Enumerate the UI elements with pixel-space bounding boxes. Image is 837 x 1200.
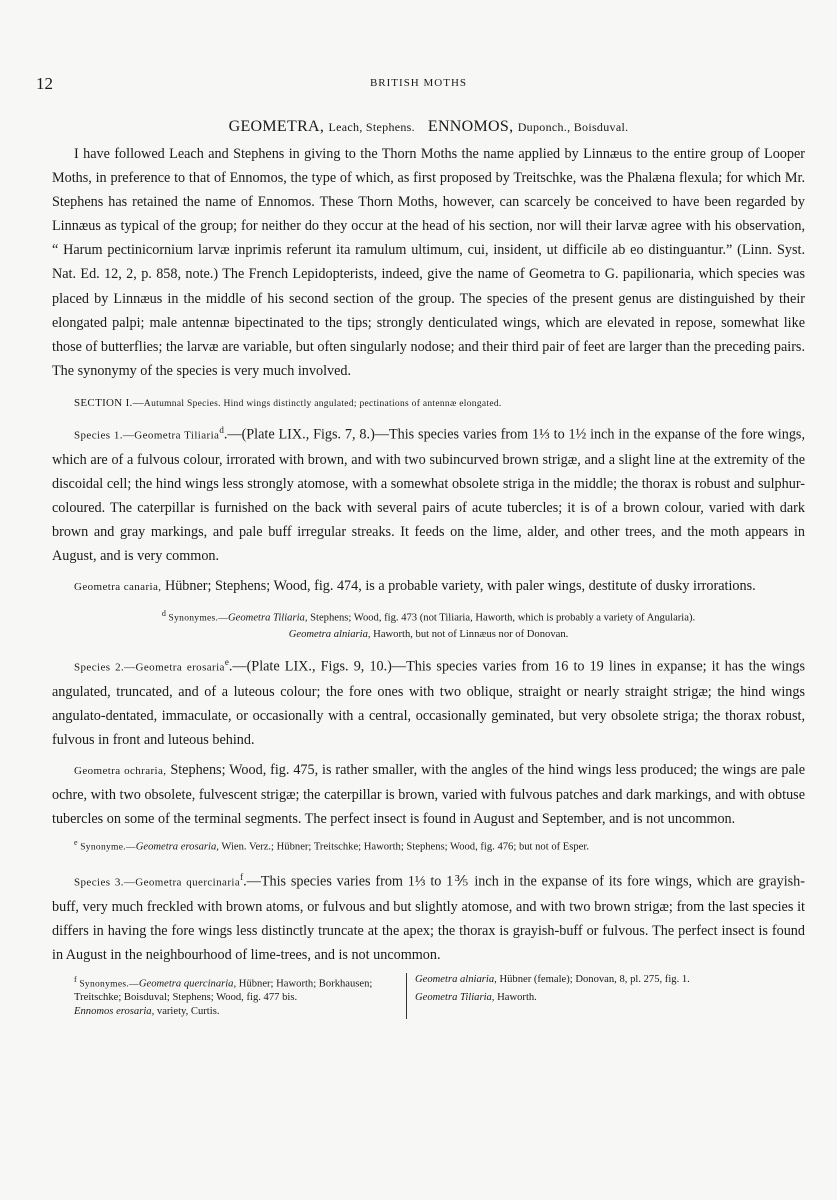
footnote-f-entry-3 (415, 973, 805, 987)
footnote-e-label: Synonyme.— (80, 842, 136, 853)
heading-authors-1: Leach, Stephens. (328, 120, 415, 134)
footnote-f-text-2: variety, Curtis. (154, 1006, 220, 1018)
genus-heading (52, 118, 805, 136)
variety-2-paragraph (52, 758, 805, 831)
footnote-f-name-3: Geometra alniaria, (415, 973, 497, 985)
species-2-text: .—(Plate LIX., Figs. 9, 10.)—This species varies from 16 to 19 lines in expanse; it has the wings angulated, truncated, and of a luteous colour; the fore ones with two oblique, straight or nearly straight strigæ; the hind wings angulato-dentated, immaculate, or occasionally with a central, occasionally geminated, but very obsolete striga; the thorax robust, fulvous in front and luteous behind. (52, 658, 805, 748)
species-1-note-mark: d (219, 424, 224, 435)
heading-genus-ennomos: ENNOMOS, (427, 118, 514, 135)
footnote-d (52, 606, 805, 642)
species-3-note-mark: f (240, 871, 244, 882)
species-1-label: Species 1.—Geometra Tiliaria (74, 429, 220, 442)
footnote-f-left-column (52, 973, 407, 1020)
section-text: Autumnal Species. Hind wings distinctly angulated; pectinations of antennæ elongated. (143, 398, 502, 409)
footnote-d-text-1: Stephens; Wood, fig. 473 (not Tiliaria, Haworth, which is probably a variety of Angularia). (307, 612, 696, 624)
footnote-f (52, 973, 805, 1020)
page-number: 12 (36, 74, 53, 93)
footnote-f-mark: f (74, 974, 77, 984)
footnote-e-text: Wien. Verz.; Hübner; Treitschke; Haworth; Stephens; Wood, fig. 476; but not of Esper. (218, 841, 589, 853)
footnote-d-mark: d (161, 609, 166, 619)
species-3-text: .—This species varies from 1⅓ to 1⅗ inch in the expanse of its fore wings, which are grayish-buff, very much freckled with brown atoms, or fulvous and but slightly atomose, and with two brown strigæ; from the last species it differs in having the fore wings less distinctly truncate at the apex; the thorax is grayish-buff or fulvous. The perfect insect is found in August in the neighbourhood of lime-trees, and is not uncommon. (52, 873, 805, 963)
intro-paragraph: I have followed Leach and Stephens in giving to the Thorn Moths the name applied by Linnæus to the entire group of Looper Moths, in preference to that of Ennomos, the type of which, as first proposed by Treitschke, was the Phalæna flexula; for which Mr. Stephens has retained the name of Ennomos. These Thorn Moths, however, can scarcely be conceived to have been regarded by Linnæus as typical of the group; for neither do they occur at the head of his section, nor will their larvæ agree with his observation, “ Harum pectinicornium larvæ inprimis referunt ita ramulum ultimum, cui, insident, ut difficile ab eo distinguantur.” (Linn. Syst. Nat. Ed. 12, 2, p. 858, note.) The French Lepidopterists, indeed, give the name of Geometra to G. papilionaria, which species was placed by Linnæus in the middle of his second section of the group. The species of the present genus are distinguished by their elongated palpi; male antennæ bipectinated to the tips; strongly denticulated wings, which are elevated in repose, somewhat like those of butterflies; the larvæ are variable, but often singularly nodose; and their third pair of feet are larger than the preceding pairs. The synonymy of the species is very much involved. (52, 146, 805, 379)
section-heading (52, 393, 805, 414)
running-head (0, 74, 837, 94)
footnote-f-text-1: Hübner; Haworth; Borkhausen; Treitschke; Boisduval; Stephens; Wood, fig. 477 bis. (74, 978, 373, 1004)
footnote-f-name-2: Ennomos erosaria, (74, 1006, 155, 1018)
section-label: SECTION I.— (74, 396, 144, 409)
running-title: BRITISH MOTHS (369, 77, 468, 89)
footnote-f-text-4: Haworth. (494, 991, 537, 1003)
footnote-e-name: Geometra erosaria, (135, 841, 219, 853)
variety-1-paragraph (52, 574, 805, 599)
species-3-paragraph (52, 865, 805, 967)
footnote-e-mark: e (74, 838, 78, 848)
species-2-label: Species 2.—Geometra erosaria (74, 661, 225, 674)
footnote-d-text-2: Haworth, but not of Linnæus nor of Donovan. (370, 628, 569, 640)
footnote-d-name-1: Geometra Tiliaria, (228, 612, 308, 624)
heading-genus-geometra: GEOMETRA, (228, 118, 325, 135)
species-3-label: Species 3.—Geometra quercinaria (74, 876, 241, 889)
footnote-e (52, 835, 805, 856)
species-1-paragraph (52, 418, 805, 568)
footnote-f-label: Synonymes.— (79, 979, 139, 990)
footnote-f-name-1: Geometra quercinaria, (138, 978, 237, 990)
footnote-f-entry-4 (415, 991, 805, 1005)
variety-2-text: Stephens; Wood, fig. 475, is rather smaller, with the angles of the hind wings less produced; the wings are pale ochre, with two obsolete, fulvescent strigæ; the caterpillar is brown, varied with fulvous patches and dark markings, and with obtuse tubercles on some of the terminal segments. The perfect insect is found in August and September, and is not uncommon. (52, 761, 805, 828)
footnote-d-name-2: Geometra alniaria, (288, 628, 371, 640)
footnote-f-name-4: Geometra Tiliaria, (415, 991, 495, 1003)
footnote-f-right-column (407, 973, 805, 1020)
footnote-d-label: Synonymes.— (168, 613, 229, 624)
species-2-note-mark: e (224, 656, 229, 667)
variety-1-text: Hübner; Stephens; Wood, fig. 474, is a probable variety, with paler wings, destitute of dusky irrorations. (161, 578, 756, 595)
variety-2-label: Geometra ochraria, (74, 764, 167, 777)
species-2-paragraph (52, 650, 805, 752)
species-1-text: .—(Plate LIX., Figs. 7, 8.)—This species varies from 1⅓ to 1½ inch in the expanse of the fore wings, which are of a fulvous colour, irrorated with brown, and with two subincurved brown strigæ, and a slight line at the extremity of the discoidal cell; the hind wings less strongly atomose, with a somewhat obsolete striga in the middle; the thorax is robust and sulphur-coloured. The caterpillar is furnished on the back with several pairs of acute tubercles; it is of a brown colour, varied with dark brown and gray markings, and pale buff irregular streaks. It feeds on the lime, alder, and other trees, and the moth appears in August, and is very common. (52, 426, 805, 565)
heading-authors-2: Duponch., Boisduval. (517, 120, 629, 134)
footnote-f-text-3: Hübner (female); Donovan, 8, pl. 275, fig. 1. (496, 973, 690, 985)
variety-1-label: Geometra canaria, (74, 581, 162, 594)
page-content (52, 118, 805, 1019)
